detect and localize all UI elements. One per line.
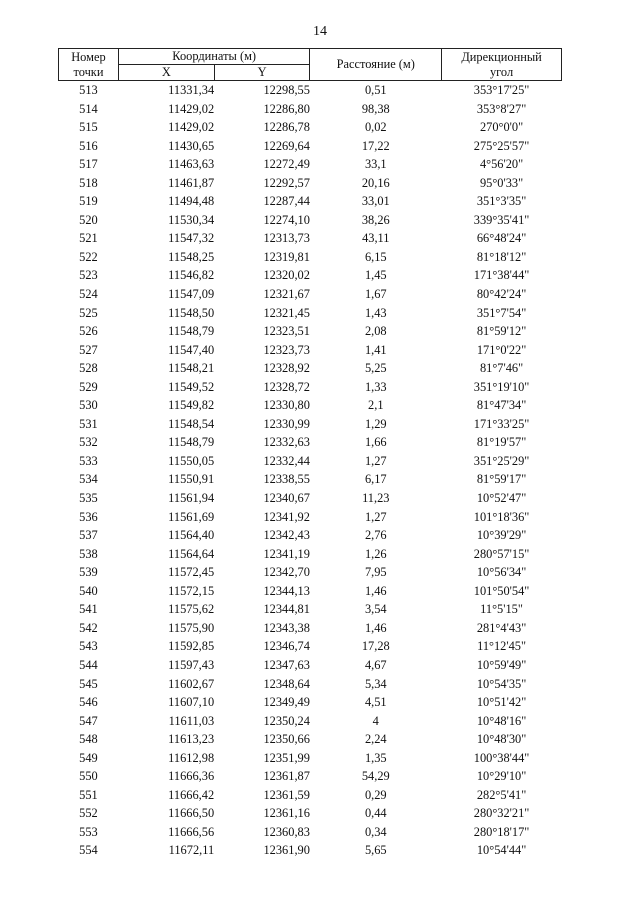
- cell-angle: 171°38'44": [473, 268, 530, 283]
- cell-x: 11549,52: [168, 379, 215, 394]
- cell-distance: 5,34: [364, 676, 387, 691]
- cell-angle: 10°48'16": [476, 713, 527, 728]
- table-row: [59, 693, 562, 712]
- cell-distance: 2,24: [364, 732, 387, 747]
- cell-y: 12292,57: [263, 175, 310, 190]
- cell-angle: 10°51'42": [476, 695, 527, 710]
- header-angle: [442, 49, 562, 81]
- cell-angle: 81°18'12": [476, 249, 527, 264]
- cell-angle: 80°42'24": [476, 287, 527, 302]
- cell-point-number: 536: [79, 509, 98, 524]
- cell-point-number: 554: [79, 843, 98, 858]
- cell-distance: 1,46: [364, 583, 387, 598]
- cell-distance: 4,51: [364, 695, 387, 710]
- cell-x: 11666,56: [168, 824, 215, 839]
- cell-angle: 10°54'44": [476, 843, 527, 858]
- table-row: [59, 433, 562, 452]
- cell-distance: 0,34: [364, 824, 387, 839]
- cell-distance: 1,43: [364, 305, 387, 320]
- cell-x: 11461,87: [168, 175, 215, 190]
- cell-y: 12272,49: [263, 157, 310, 172]
- cell-point-number: 521: [79, 231, 98, 246]
- cell-x: 11430,65: [168, 138, 215, 153]
- cell-angle: 10°48'30": [476, 732, 527, 747]
- cell-y: 12319,81: [263, 249, 310, 264]
- cell-angle: 275°25'57": [473, 138, 530, 153]
- cell-y: 12347,63: [263, 657, 310, 672]
- cell-x: 11463,63: [168, 157, 215, 172]
- table-row: [59, 470, 562, 489]
- cell-distance: 4: [372, 713, 379, 728]
- cell-distance: 1,41: [364, 342, 387, 357]
- header-angle-line1: Дирекционный: [461, 49, 542, 64]
- cell-point-number: 532: [79, 435, 98, 450]
- cell-angle: 351°19'10": [473, 379, 530, 394]
- cell-y: 12313,73: [263, 231, 310, 246]
- cell-distance: 6,17: [364, 472, 387, 487]
- cell-distance: 2,76: [364, 528, 387, 543]
- cell-x: 11548,54: [168, 416, 215, 431]
- cell-angle: 11°12'45": [477, 639, 527, 654]
- cell-angle: 101°18'36": [473, 509, 530, 524]
- cell-y: 12320,02: [263, 268, 310, 283]
- cell-distance: 2,1: [368, 398, 384, 413]
- cell-y: 12330,80: [263, 398, 310, 413]
- cell-point-number: 538: [79, 546, 98, 561]
- cell-x: 11561,69: [168, 509, 215, 524]
- cell-distance: 54,29: [361, 769, 390, 784]
- cell-y: 12361,87: [263, 769, 310, 784]
- cell-y: 12274,10: [263, 212, 310, 227]
- cell-point-number: 531: [79, 416, 98, 431]
- table-row: [59, 600, 562, 619]
- cell-y: 12340,67: [263, 491, 310, 506]
- table-row: [59, 582, 562, 601]
- table-row: [59, 100, 562, 119]
- header-distance: Расстояние (м): [310, 49, 442, 81]
- cell-angle: 10°39'29": [476, 528, 527, 543]
- cell-y: 12332,44: [263, 453, 310, 468]
- cell-point-number: 526: [79, 324, 98, 339]
- cell-y: 12323,73: [263, 342, 310, 357]
- cell-angle: 81°47'34": [476, 398, 527, 413]
- cell-y: 12321,67: [263, 287, 310, 302]
- cell-distance: 5,65: [364, 843, 387, 858]
- cell-y: 12332,63: [263, 435, 310, 450]
- table-row: [59, 415, 562, 434]
- table-row: [59, 767, 562, 786]
- cell-x: 11592,85: [168, 639, 215, 654]
- cell-y: 12328,72: [263, 379, 310, 394]
- table-row: [59, 452, 562, 471]
- cell-angle: 10°56'34": [476, 565, 527, 580]
- cell-point-number: 515: [79, 120, 98, 135]
- cell-distance: 33,01: [361, 194, 390, 209]
- header-y: Y: [214, 65, 310, 81]
- cell-angle: 270°0'0": [479, 120, 524, 135]
- table-row: [59, 229, 562, 248]
- cell-y: 12346,74: [263, 639, 310, 654]
- header-point-number: [59, 49, 119, 81]
- cell-x: 11547,32: [168, 231, 215, 246]
- cell-y: 12286,78: [263, 120, 310, 135]
- cell-point-number: 547: [79, 713, 98, 728]
- cell-y: 12361,90: [263, 843, 310, 858]
- table-row: [59, 378, 562, 397]
- cell-point-number: 541: [79, 602, 98, 617]
- cell-angle: 4°56'20": [479, 157, 524, 172]
- cell-y: 12286,80: [263, 101, 310, 116]
- cell-x: 11611,03: [168, 713, 215, 728]
- cell-y: 12341,92: [263, 509, 310, 524]
- cell-distance: 3,54: [364, 602, 387, 617]
- cell-x: 11547,09: [168, 287, 215, 302]
- table-row: [59, 749, 562, 768]
- cell-y: 12350,24: [263, 713, 310, 728]
- cell-x: 11572,15: [168, 583, 215, 598]
- cell-x: 11429,02: [168, 101, 215, 116]
- cell-distance: 0,44: [364, 806, 387, 821]
- cell-distance: 1,35: [364, 750, 387, 765]
- table-row: [59, 730, 562, 749]
- table-row: [59, 823, 562, 842]
- cell-angle: 282°5'41": [476, 787, 527, 802]
- cell-y: 12342,43: [263, 528, 310, 543]
- table-row: [59, 322, 562, 341]
- table-row: [59, 341, 562, 360]
- cell-distance: 0,51: [364, 83, 387, 97]
- cell-point-number: 553: [79, 824, 98, 839]
- table-row: [59, 285, 562, 304]
- table-row: [59, 563, 562, 582]
- cell-angle: 171°0'22": [476, 342, 527, 357]
- cell-x: 11607,10: [168, 695, 215, 710]
- cell-y: 12360,83: [263, 824, 310, 839]
- cell-x: 11548,79: [168, 435, 215, 450]
- cell-distance: 4,67: [364, 657, 387, 672]
- cell-angle: 353°17'25": [473, 83, 530, 97]
- table-row: [59, 619, 562, 638]
- table-row: [59, 508, 562, 527]
- cell-y: 12351,99: [263, 750, 310, 765]
- cell-point-number: 535: [79, 491, 98, 506]
- cell-y: 12321,45: [263, 305, 310, 320]
- cell-distance: 0,29: [364, 787, 387, 802]
- cell-distance: 1,66: [364, 435, 387, 450]
- cell-angle: 281°4'43": [476, 620, 527, 635]
- cell-x: 11564,40: [168, 528, 215, 543]
- cell-distance: 17,28: [361, 639, 390, 654]
- cell-angle: 81°59'17": [476, 472, 527, 487]
- table-row: [59, 489, 562, 508]
- cell-point-number: 516: [79, 138, 98, 153]
- cell-x: 11612,98: [168, 750, 215, 765]
- header-coordinates: Координаты (м): [118, 49, 310, 65]
- cell-point-number: 530: [79, 398, 98, 413]
- cell-point-number: 529: [79, 379, 98, 394]
- table-row: [59, 656, 562, 675]
- cell-x: 11550,05: [168, 453, 215, 468]
- table-row: [59, 804, 562, 823]
- cell-distance: 2,08: [364, 324, 387, 339]
- cell-y: 12343,38: [263, 620, 310, 635]
- cell-y: 12287,44: [263, 194, 310, 209]
- cell-distance: 1,29: [364, 416, 387, 431]
- cell-angle: 280°18'17": [473, 824, 530, 839]
- cell-point-number: 533: [79, 453, 98, 468]
- table-row: [59, 174, 562, 193]
- cell-x: 11530,34: [168, 212, 215, 227]
- cell-x: 11546,82: [168, 268, 215, 283]
- table-row: [59, 396, 562, 415]
- cell-angle: 171°33'25": [473, 416, 530, 431]
- cell-x: 11613,23: [168, 732, 215, 747]
- table-row: [59, 712, 562, 731]
- cell-angle: 81°19'57": [476, 435, 527, 450]
- cell-distance: 1,27: [364, 509, 387, 524]
- cell-x: 11666,50: [168, 806, 215, 821]
- cell-distance: 1,45: [364, 268, 387, 283]
- cell-point-number: 549: [79, 750, 98, 765]
- cell-angle: 351°25'29": [473, 453, 530, 468]
- page-number: 14: [313, 24, 327, 39]
- cell-angle: 280°32'21": [473, 806, 530, 821]
- cell-y: 12338,55: [263, 472, 310, 487]
- cell-point-number: 540: [79, 583, 98, 598]
- cell-angle: 95°0'33": [479, 175, 524, 190]
- cell-distance: 33,1: [364, 157, 387, 172]
- table-row: [59, 359, 562, 378]
- cell-point-number: 542: [79, 620, 98, 635]
- cell-distance: 38,26: [361, 212, 390, 227]
- cell-point-number: 551: [79, 787, 98, 802]
- table-body: [59, 81, 562, 860]
- cell-y: 12269,64: [263, 138, 310, 153]
- cell-x: 11549,82: [168, 398, 215, 413]
- table-row: [59, 304, 562, 323]
- cell-x: 11548,25: [168, 249, 215, 264]
- cell-distance: 43,11: [362, 231, 390, 246]
- cell-distance: 1,27: [364, 453, 387, 468]
- cell-point-number: 519: [79, 194, 98, 209]
- cell-angle: 101°50'54": [473, 583, 530, 598]
- cell-point-number: 548: [79, 732, 98, 747]
- cell-point-number: 534: [79, 472, 98, 487]
- table-row: [59, 526, 562, 545]
- cell-point-number: 514: [79, 101, 98, 116]
- table-row: [59, 675, 562, 694]
- cell-point-number: 525: [79, 305, 98, 320]
- cell-distance: 11,23: [362, 491, 390, 506]
- cell-x: 11575,90: [168, 620, 215, 635]
- cell-point-number: 522: [79, 249, 98, 264]
- cell-angle: 10°54'35": [476, 676, 527, 691]
- header-point-number-line2: точки: [73, 64, 104, 79]
- cell-distance: 1,67: [364, 287, 387, 302]
- cell-x: 11666,36: [168, 769, 215, 784]
- cell-x: 11331,34: [168, 83, 215, 97]
- cell-y: 12361,59: [263, 787, 310, 802]
- cell-x: 11602,67: [168, 676, 215, 691]
- cell-distance: 1,33: [364, 379, 387, 394]
- cell-x: 11575,62: [168, 602, 215, 617]
- cell-point-number: 546: [79, 695, 98, 710]
- cell-angle: 351°7'54": [476, 305, 527, 320]
- cell-y: 12342,70: [263, 565, 310, 580]
- table-row: [59, 841, 562, 860]
- cell-angle: 10°29'10": [476, 769, 527, 784]
- cell-x: 11572,45: [168, 565, 215, 580]
- cell-y: 12361,16: [263, 806, 310, 821]
- cell-x: 11666,42: [168, 787, 215, 802]
- cell-angle: 100°38'44": [473, 750, 530, 765]
- table-row: [59, 248, 562, 267]
- cell-angle: 339°35'41": [473, 212, 530, 227]
- cell-angle: 10°52'47": [476, 491, 527, 506]
- cell-x: 11548,21: [168, 361, 215, 376]
- cell-angle: 280°57'15": [473, 546, 530, 561]
- cell-angle: 81°7'46": [479, 361, 524, 376]
- cell-distance: 17,22: [361, 138, 390, 153]
- cell-y: 12348,64: [263, 676, 310, 691]
- cell-y: 12344,13: [263, 583, 310, 598]
- coordinates-table: [58, 48, 562, 860]
- table-row: [59, 81, 562, 100]
- cell-angle: 10°59'49": [476, 657, 527, 672]
- cell-x: 11564,64: [168, 546, 215, 561]
- cell-angle: 11°5'15": [480, 602, 523, 617]
- cell-distance: 1,26: [364, 546, 387, 561]
- cell-distance: 1,46: [364, 620, 387, 635]
- cell-point-number: 543: [79, 639, 98, 654]
- cell-distance: 0,02: [364, 120, 387, 135]
- cell-x: 11548,79: [168, 324, 215, 339]
- table-row: [59, 211, 562, 230]
- cell-x: 11561,94: [168, 491, 215, 506]
- cell-x: 11429,02: [168, 120, 215, 135]
- header-x: X: [118, 65, 214, 81]
- cell-point-number: 537: [79, 528, 98, 543]
- cell-distance: 20,16: [361, 175, 390, 190]
- table-header: [59, 49, 562, 81]
- cell-x: 11597,43: [168, 657, 215, 672]
- cell-point-number: 550: [79, 769, 98, 784]
- table-row: [59, 266, 562, 285]
- cell-point-number: 520: [79, 212, 98, 227]
- cell-point-number: 513: [79, 83, 98, 97]
- table-row: [59, 786, 562, 805]
- cell-angle: 353°8'27": [476, 101, 527, 116]
- cell-point-number: 527: [79, 342, 98, 357]
- cell-point-number: 545: [79, 676, 98, 691]
- cell-x: 11494,48: [168, 194, 215, 209]
- cell-point-number: 518: [79, 175, 98, 190]
- cell-x: 11547,40: [168, 342, 215, 357]
- cell-x: 11672,11: [168, 843, 215, 858]
- table-row: [59, 155, 562, 174]
- cell-y: 12330,99: [263, 416, 310, 431]
- cell-point-number: 517: [79, 157, 98, 172]
- cell-y: 12344,81: [263, 602, 310, 617]
- cell-point-number: 524: [79, 287, 98, 302]
- cell-y: 12341,19: [263, 546, 310, 561]
- cell-angle: 351°3'35": [476, 194, 527, 209]
- cell-angle: 81°59'12": [476, 324, 527, 339]
- table-row: [59, 637, 562, 656]
- cell-point-number: 528: [79, 361, 98, 376]
- header-angle-line2: угол: [489, 64, 514, 79]
- cell-point-number: 523: [79, 268, 98, 283]
- cell-x: 11550,91: [168, 472, 215, 487]
- table-row: [59, 137, 562, 156]
- cell-point-number: 539: [79, 565, 98, 580]
- cell-y: 12349,49: [263, 695, 310, 710]
- cell-y: 12350,66: [263, 732, 310, 747]
- cell-y: 12323,51: [263, 324, 310, 339]
- table-row: [59, 192, 562, 211]
- header-point-number-line1: Номер: [71, 49, 106, 64]
- cell-distance: 7,95: [364, 565, 387, 580]
- table-row: [59, 118, 562, 137]
- cell-angle: 66°48'24": [476, 231, 527, 246]
- table-row: [59, 545, 562, 564]
- cell-distance: 98,38: [361, 101, 390, 116]
- cell-x: 11548,50: [168, 305, 215, 320]
- cell-y: 12328,92: [263, 361, 310, 376]
- cell-y: 12298,55: [263, 83, 310, 97]
- cell-point-number: 552: [79, 806, 98, 821]
- cell-point-number: 544: [79, 657, 98, 672]
- cell-distance: 5,25: [364, 361, 387, 376]
- cell-distance: 6,15: [364, 249, 387, 264]
